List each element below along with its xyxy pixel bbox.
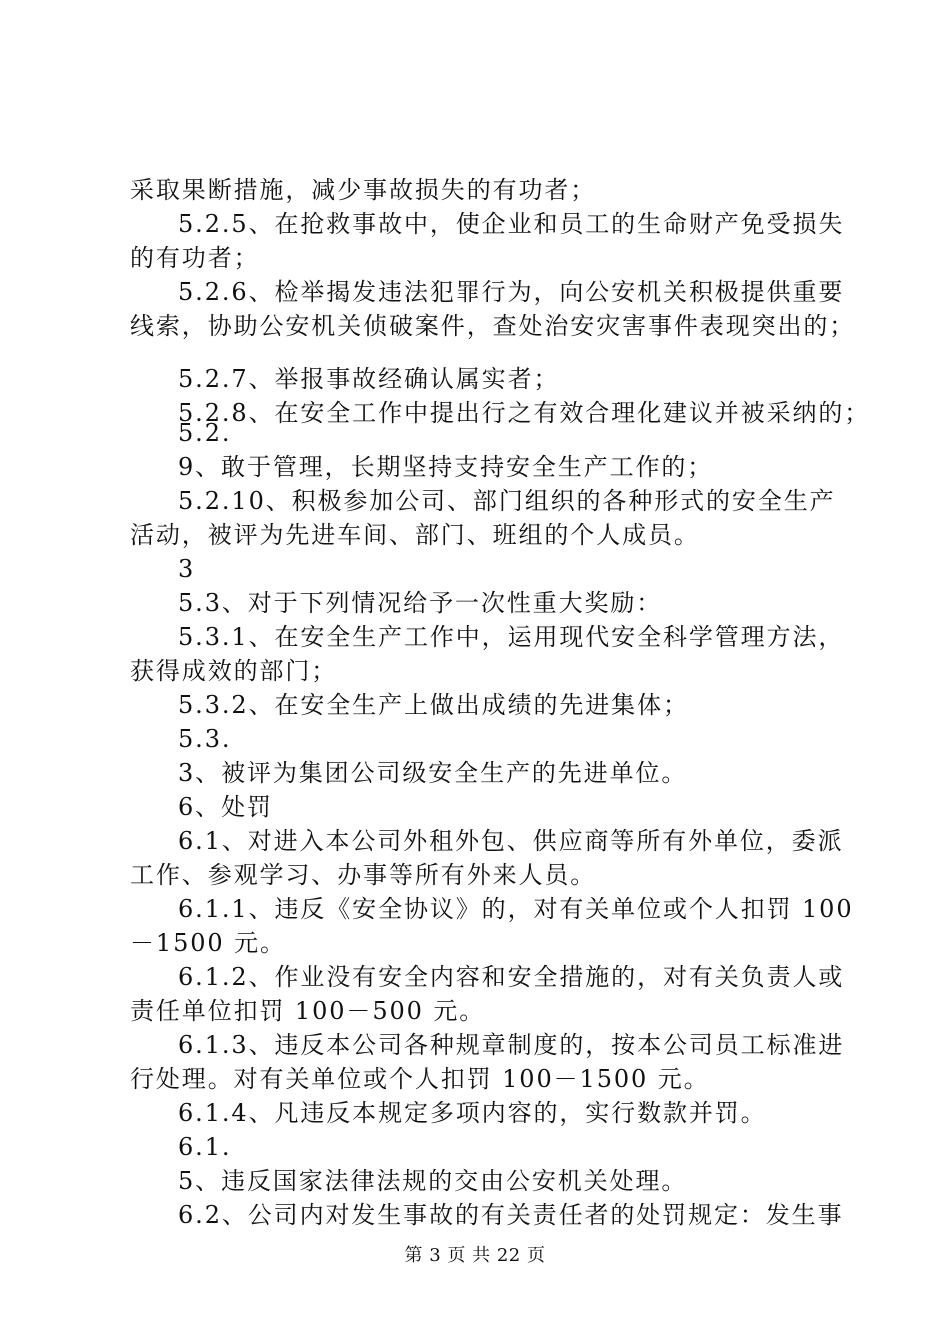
text-line: 3、被评为集团公司级安全生产的先进单位。 xyxy=(178,759,688,787)
text-line: 5.3.1、在安全生产工作中，运用现代安全科学管理方法， xyxy=(178,623,845,651)
text-line: 线索，协助公安机关侦破案件，查处治安灾害事件表现突出的； xyxy=(130,312,856,340)
text-line: 9、敢于管理，长期坚持支持安全生产工作的； xyxy=(178,453,714,481)
text-line: 6.1.1、违反《安全协议》的，对有关单位或个人扣罚 100 xyxy=(178,895,854,923)
text-line: 工作、参观学习、办事等所有外来人员。 xyxy=(130,861,597,889)
text-line: 6、处罚 xyxy=(178,793,273,821)
text-line: 行处理。对有关单位或个人扣罚 100－1500 元。 xyxy=(130,1065,710,1093)
page-number-footer: 第 3 页 共 22 页 xyxy=(404,1245,546,1266)
text-line: 6.1、对进入本公司外租外包、供应商等所有外单位，委派 xyxy=(178,827,844,855)
text-line: 6.1. xyxy=(178,1133,232,1161)
text-line: 的有功者； xyxy=(130,244,260,272)
text-line: 责任单位扣罚 100－500 元。 xyxy=(130,997,486,1025)
text-line: 6.1.2、作业没有安全内容和安全措施的，对有关负责人或 xyxy=(178,963,845,991)
text-line: 5.3. xyxy=(178,725,232,753)
text-line: 5.2.6、检举揭发违法犯罪行为，向公安机关积极提供重要 xyxy=(178,278,845,306)
text-line: 5.3、对于下列情况给予一次性重大奖励： xyxy=(178,589,663,617)
text-line: 5.2.8、在安全工作中提出行之有效合理化建议并被采纳的； xyxy=(178,399,871,427)
text-line: 6.1.4、凡违反本规定多项内容的，实行数款并罚。 xyxy=(178,1099,767,1127)
text-line: －1500 元。 xyxy=(130,929,286,957)
text-line: 5、违反国家法律法规的交由公安机关处理。 xyxy=(178,1167,688,1195)
text-line: 获得成效的部门； xyxy=(130,657,338,685)
text-line: 6.1.3、违反本公司各种规章制度的，按本公司员工标准进 xyxy=(178,1031,845,1059)
text-line: 5.2. xyxy=(178,419,232,447)
text-line: 5.2.5、在抢救事故中，使企业和员工的生命财产免受损失 xyxy=(178,210,845,238)
text-line: 5.3.2、在安全生产上做出成绩的先进集体； xyxy=(178,691,689,719)
text-line: 3 xyxy=(178,555,196,583)
text-line: 6.2、公司内对发生事故的有关责任者的处罚规定：发生事 xyxy=(178,1201,844,1229)
text-line: 活动，被评为先进车间、部门、班组的个人成员。 xyxy=(130,521,700,549)
text-line: 采取果断措施，减少事故损失的有功者； xyxy=(130,176,597,204)
text-line: 5.2.10、积极参加公司、部门组织的各种形式的安全生产 xyxy=(178,487,836,515)
text-line: 5.2.7、举报事故经确认属实者； xyxy=(178,365,560,393)
